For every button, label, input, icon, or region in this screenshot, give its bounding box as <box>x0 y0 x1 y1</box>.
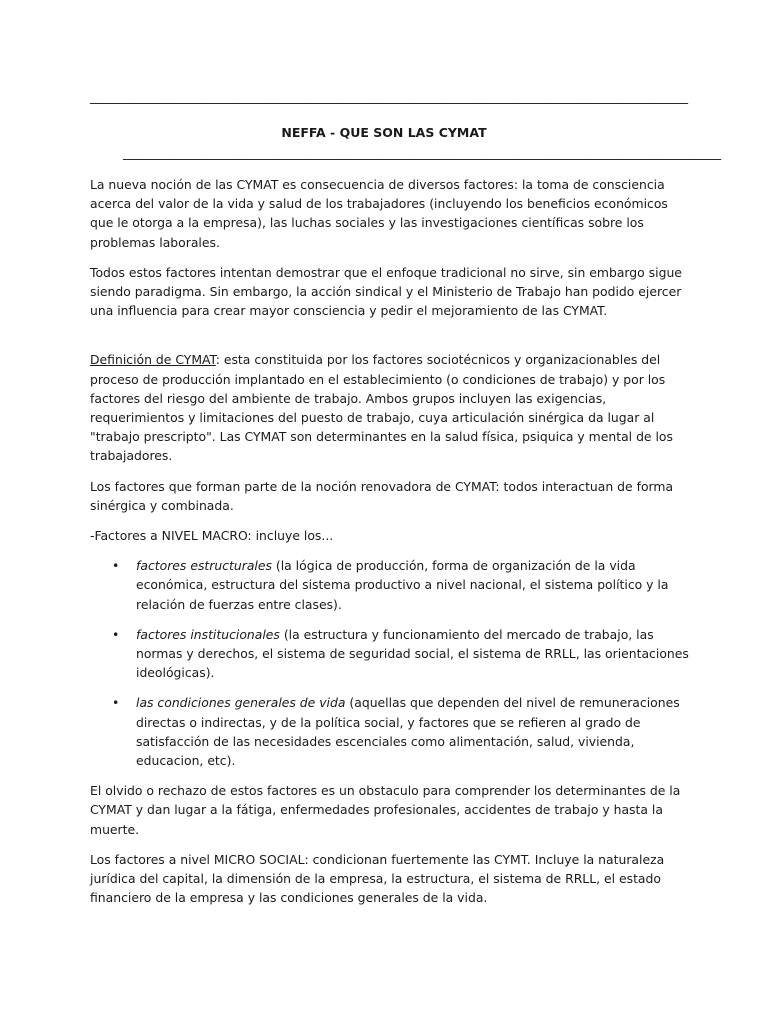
list-item-term: factores institucionales <box>136 626 280 642</box>
title-rule-line: ____________________________________________________________________________________________ <box>123 146 721 161</box>
definition-label: Definición de CYMAT <box>90 352 216 368</box>
macro-paragraph: -Factores a NIVEL MACRO: incluye los... <box>90 528 334 544</box>
macro-factors-list <box>90 556 690 770</box>
list-item-term: las condiciones generales de vida <box>136 695 346 711</box>
intro-paragraph: La nueva noción de las CYMAT es consecuencia de diversos factores: la toma de consciencia acerca del valor de la vida y salud de los trabajadores (incluyendo los beneficios económicos que le otorga a la empresa), las luchas sociales y las investigaciones científicas sobre los problemas laborales. <box>90 177 668 250</box>
micro-paragraph: Los factores a nivel MICRO SOCIAL: condicionan fuertemente las CYMT. Incluye la naturaleza jurídica del capital, la dimensión de la empresa, la estructura, el sistema de RRLL, el estado financiero de la empresa y las condiciones generales de la vida. <box>90 851 665 906</box>
document-body <box>90 175 690 919</box>
bullet-icon: • <box>112 626 120 642</box>
definition-paragraph <box>90 350 690 465</box>
list-item <box>90 693 690 770</box>
definition-text: : esta constituida por los factores sociotécnicos y organizacionables del proceso de producción implantado en el establecimiento (o condiciones de trabajo) y por los factores del riesgo del ambiente de trabajo. Ambos grupos incluyen las exigencias, requerimientos y limitaciones del puesto de trabajo, cuya articulación sinérgica da lugar al "trabajo prescripto". Las CYMAT son determinantes en la salud física, psiquica y mental de los trabajadores. <box>90 352 673 464</box>
document-title: NEFFA - QUE SON LAS CYMAT <box>281 125 487 140</box>
olvido-paragraph: El olvido o rechazo de estos factores es un obstaculo para comprender los determinantes de la CYMAT y dan lugar a la fátiga, enfermedades profesionales, accidentes de trabajo y hasta la muerte. <box>90 783 681 837</box>
factors-paragraph: Todos estos factores intentan demostrar que el enfoque tradicional no sirve, sin embargo sigue siendo paradigma. Sin embargo, la acción sindical y el Ministerio de Trabajo han podido ejercer una influencia para crear mayor consciencia y pedir el mejoramiento de las CYMAT. <box>90 264 682 319</box>
list-item-text: (la estructura y funcionamiento del mercado de trabajo, las normas y derechos, el sistema de seguridad social, el sistema de RRLL, las orientaciones ideológicas). <box>136 626 689 681</box>
bullet-icon: • <box>112 695 120 711</box>
renovadora-paragraph: Los factores que forman parte de la noción renovadora de CYMAT: todos interactuan de forma sinérgica y combinada. <box>90 478 674 513</box>
bullet-icon: • <box>112 558 120 574</box>
list-item-text: (la lógica de producción, forma de organización de la vida económica, estructura del sistema productivo a nivel nacional, el sistema político y la relación de fuerzas entre clases). <box>136 558 669 612</box>
list-item <box>90 556 690 614</box>
list-item-term: factores estructurales <box>136 558 272 574</box>
list-item <box>90 625 690 683</box>
list-item-text: (aquellas que dependen del nivel de remuneraciones directas o indirectas, y de la política social, y factores que se refieren al grado de satisfacción de las necesidades escenciales como alimentación, salud, vivienda, educacion, etc). <box>136 695 680 769</box>
top-rule-line: ____________________________________________________________________________________________ <box>90 90 688 105</box>
